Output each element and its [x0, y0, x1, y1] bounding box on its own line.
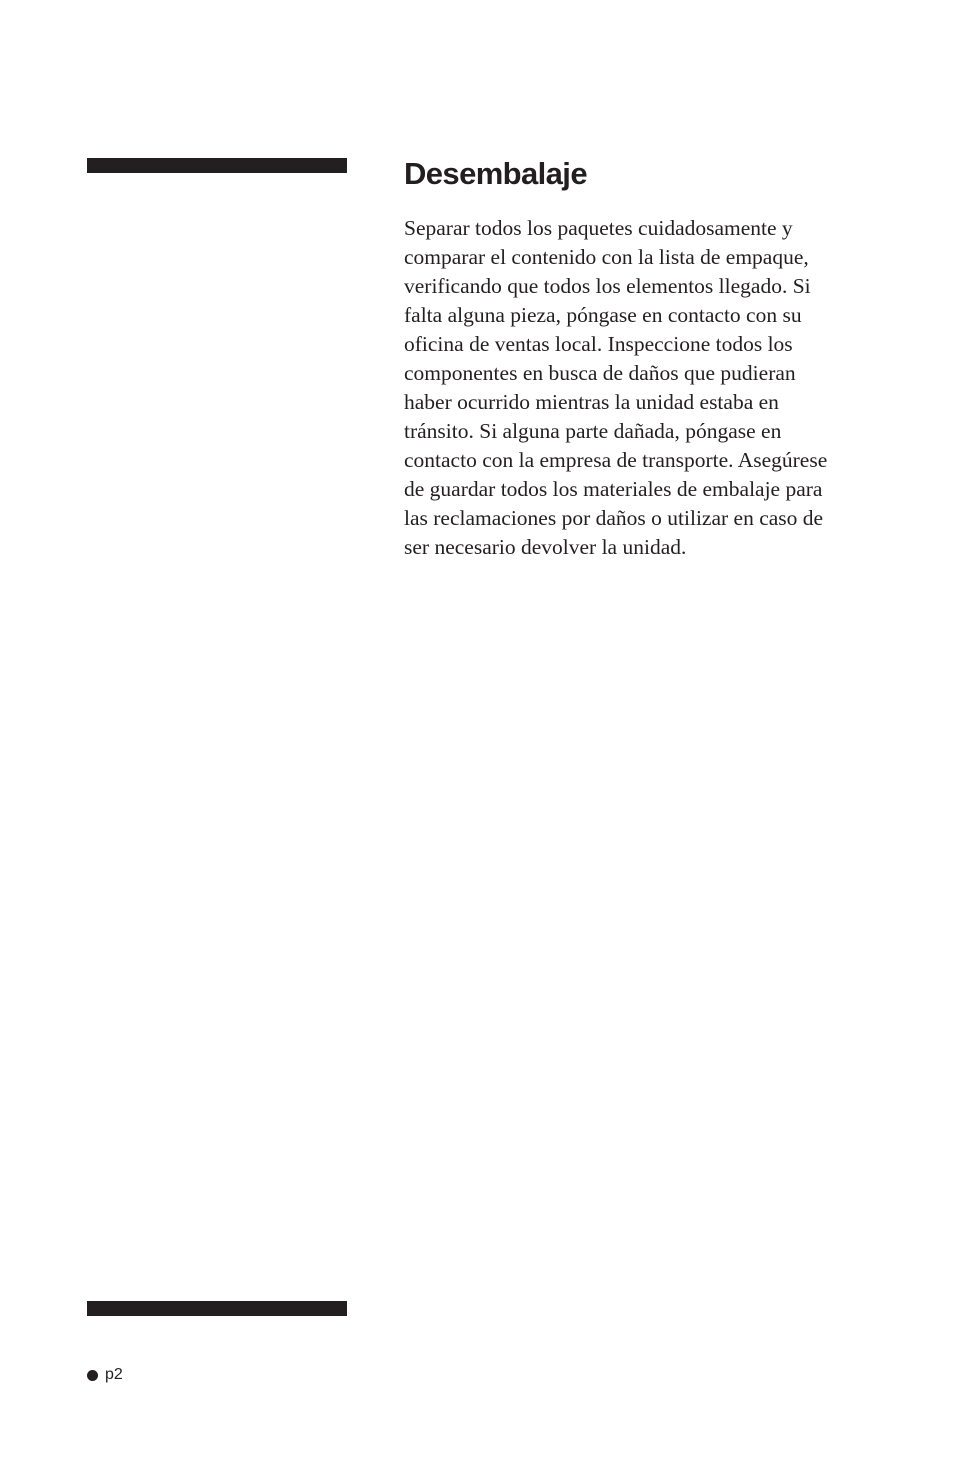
paragraph-line: oficina de ventas local. Inspeccione todos los: [404, 332, 793, 356]
paragraph-line: contacto con la empresa de transporte. Asegúrese: [404, 448, 828, 472]
bullet-icon: [87, 1370, 98, 1381]
paragraph-line: tránsito. Si alguna parte dañada, póngase en: [404, 419, 782, 443]
paragraph-line: haber ocurrido mientras la unidad estaba en: [404, 390, 779, 414]
paragraph-line: comparar el contenido con la lista de empaque,: [404, 245, 809, 269]
paragraph-line: componentes en busca de daños que pudieran: [404, 361, 796, 385]
paragraph-line: verificando que todos los elementos llegado. Si: [404, 274, 811, 298]
top-divider-bar: [87, 158, 347, 173]
paragraph-line: las reclamaciones por daños o utilizar en caso de: [404, 506, 824, 530]
section-paragraph: [404, 214, 874, 562]
paragraph-line: de guardar todos los materiales de embalaje para: [404, 477, 823, 501]
page-footer: [87, 1366, 123, 1384]
section-heading: Desembalaje: [404, 156, 587, 191]
bottom-divider-bar: [87, 1301, 347, 1316]
paragraph-line: falta alguna pieza, póngase en contacto con su: [404, 303, 802, 327]
paragraph-line: Separar todos los paquetes cuidadosamente y: [404, 216, 793, 240]
page-number: p2: [105, 1366, 123, 1383]
paragraph-line: ser necesario devolver la unidad.: [404, 535, 687, 559]
